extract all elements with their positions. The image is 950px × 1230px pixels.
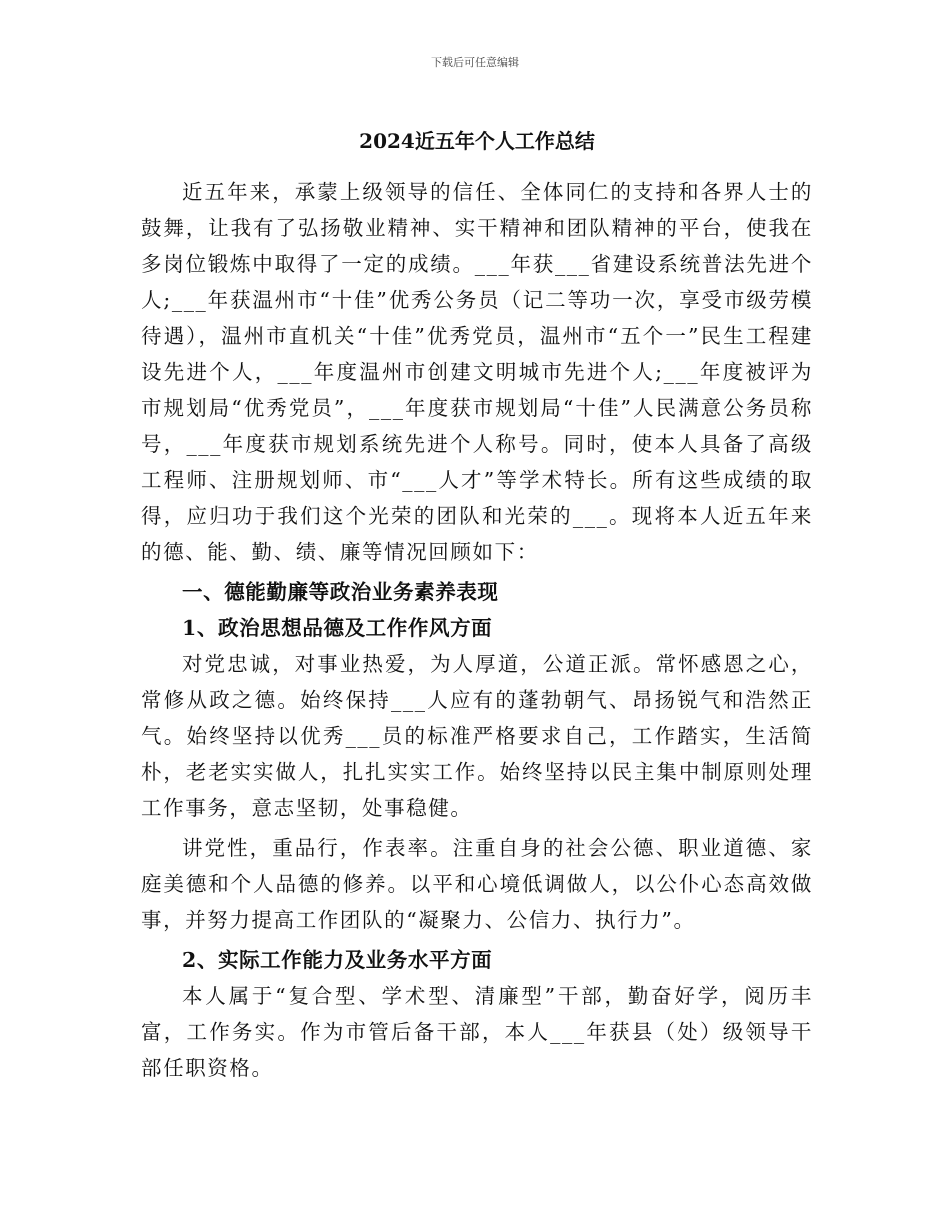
header-note: 下载后可任意编辑 [431, 56, 519, 69]
document-body [141, 124, 813, 1086]
subsection-1-paragraph-2: 讲党性，重品行，作表率。注重自身的社会公德、职业道德、家庭美德和个人品德的修养。以平和心境低调做人，以公仆心态高效做事，并努力提高工作团队的“凝聚力、公信力、执行力”。 [141, 836, 813, 932]
section-heading-1: 一、德能勤廉等政治业务素养表现 [182, 580, 499, 604]
subsection-heading-2: 2、实际工作能力及业务水平方面 [182, 948, 493, 972]
intro-paragraph: 近五年来，承蒙上级领导的信任、全体同仁的支持和各界人士的鼓舞，让我有了弘扬敬业精神、实干精神和团队精神的平台，使我在多岗位锻炼中取得了一定的成绩。___年获___省建设系统普法先进个人;___年获温州市“十佳”优秀公务员（记二等功一次，享受市级劳模待遇），温州市直机关“十佳”优秀党员，温州市“五个一”民生工程建设先进个人，___年度温州市创建文明城市先进个人;___年度被评为市规划局“优秀党员”，___年度获市规划局“十佳”人民满意公务员称号，___年度获市规划系统先进个人称号。同时，使本人具备了高级工程师、注册规划师、市“___人才”等学术特长。所有这些成绩的取得，应归功于我们这个光荣的团队和光荣的___。现将本人近五年来的德、能、勤、绩、廉等情况回顾如下： [141, 180, 813, 564]
subsection-2-paragraph-1: 本人属于“复合型、学术型、清廉型”干部，勤奋好学，阅历丰富，工作务实。作为市管后备干部，本人___年获县（处）级领导干部任职资格。 [141, 984, 813, 1080]
subsection-heading-1: 1、政治思想品德及工作作风方面 [182, 616, 493, 640]
document-title: 2024近五年个人工作总结 [359, 129, 595, 153]
subsection-1-paragraph-1: 对党忠诚，对事业热爱，为人厚道，公道正派。常怀感恩之心，常修从政之德。始终保持___人应有的蓬勃朝气、昂扬锐气和浩然正气。始终坚持以优秀___员的标准严格要求自己，工作踏实，生活简朴，老老实实做人，扎扎实实工作。始终坚持以民主集中制原则处理工作事务，意志坚韧，处事稳健。 [141, 652, 813, 820]
